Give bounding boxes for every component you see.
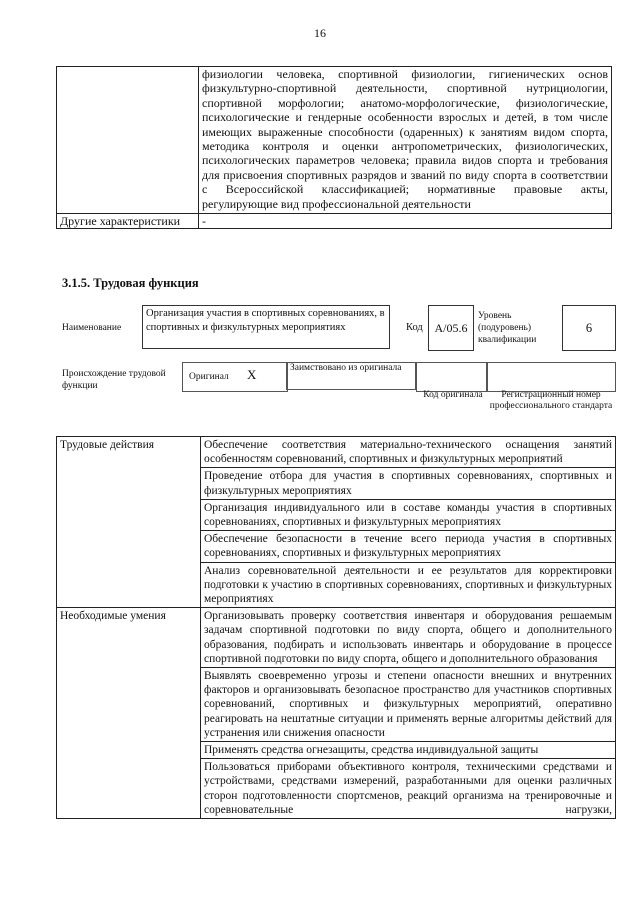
table-row <box>57 214 612 229</box>
original-label: Оригинал <box>189 372 229 382</box>
labor-action-item: Организация индивидуального или в составе команды участия в спортивных соревнованиях, спортивных и физкультурных мероприятиях <box>201 499 616 530</box>
qualification-level-box: 6 <box>562 305 616 351</box>
knowledge-continued-text: физиологии человека, спортивной физиологии, гигиенических основ физкультурно-спортивной деятельности, спортивной нутрициологии, спортивной морфологии; анатомо-морфологические, физиологические, психологические и гендерные особенности взрослых и детей, в том числе имеющих выраженные способности (одаренных) к занятиям видом спорта, методика контроля и оценки антропометрических, физиологических, психологических параметров человека; правила видов спорта и требования для присвоения спортивных разрядов и званий по виду спорта в соответствии с Всероссийской классификацией; нормативные правовые акты, регулирующие вид профессиональной деятельности <box>199 67 612 214</box>
original-code-label: Код оригинала <box>423 390 483 400</box>
other-characteristics-label: Другие характеристики <box>57 214 199 229</box>
required-skill-item: Пользоваться приборами объективного контроля, техническими средствами и устройствами, средствами измерений, разработанными для оценки различных сторон подготовленности спортсменов, реакций организма на тренировочные и соревновательные нагрузки, <box>201 759 616 819</box>
required-skill-item: Организовывать проверку соответствия инвентаря и оборудования решаемым задачам спортивной подготовки по виду спорта, общего и дополнительного образования, подбирать и использовать инвентарь и оборудование в процессе спортивной подготовки по виду спорта, общего и дополнительного образования <box>201 608 616 668</box>
top-table <box>56 66 612 229</box>
required-skills-label: Необходимые умения <box>57 608 201 819</box>
origin-label: Происхождение трудовой функции <box>62 369 166 391</box>
name-label: Наименование <box>62 323 122 333</box>
registration-number-box <box>486 362 616 392</box>
labor-action-item: Проведение отбора для участия в спортивных соревнованиях, спортивных и физкультурных мероприятиях <box>201 468 616 499</box>
original-box <box>182 362 288 392</box>
function-name-box: Организация участия в спортивных соревнованиях, в спортивных и физкультурных мероприятиях <box>142 305 390 349</box>
empty-cell <box>57 67 199 214</box>
original-code-box <box>416 362 488 392</box>
table-row <box>57 608 616 668</box>
original-mark: X <box>247 367 257 382</box>
labor-action-item: Обеспечение безопасности в течение всего периода участия в спортивных соревнованиях, спортивных и физкультурных мероприятиях <box>201 531 616 562</box>
table-row <box>57 67 612 214</box>
other-characteristics-value: - <box>199 214 612 229</box>
labor-action-item: Анализ соревновательной деятельности и ее результатов для корректировки подготовки к участию в спортивных соревнованиях, спортивных и физкультурных мероприятиях <box>201 562 616 608</box>
labor-actions-label: Трудовые действия <box>57 437 201 608</box>
table-row <box>57 437 616 468</box>
function-code-box: А/05.6 <box>428 305 474 351</box>
code-label: Код <box>406 322 423 333</box>
labor-function-table <box>56 436 616 819</box>
page-number: 16 <box>314 26 326 40</box>
borrowed-box: Заимствовано из оригинала <box>286 362 416 390</box>
registration-number-label: Регистрационный номер профессионального стандарта <box>489 390 613 411</box>
required-skill-item: Выявлять своевременно угрозы и степени опасности внешних и внутренних факторов и организовывать безопасное пространство для участников спортивных соревнований, спортивных и физкультурных мероприятий, оперативно реагировать на нештатные ситуации и применять верные алгоритмы действий для устранения или снижения опасности <box>201 668 616 742</box>
required-skill-item: Применять средства огнезащиты, средства индивидуальной защиты <box>201 742 616 759</box>
qualification-level-label: Уровень (подуровень) квалификации <box>478 311 537 345</box>
labor-action-item: Обеспечение соответствия материально-технического оснащения занятий особенностям соревнований, спортивных и физкультурных мероприятий <box>201 437 616 468</box>
section-title: 3.1.5. Трудовая функция <box>62 276 199 290</box>
